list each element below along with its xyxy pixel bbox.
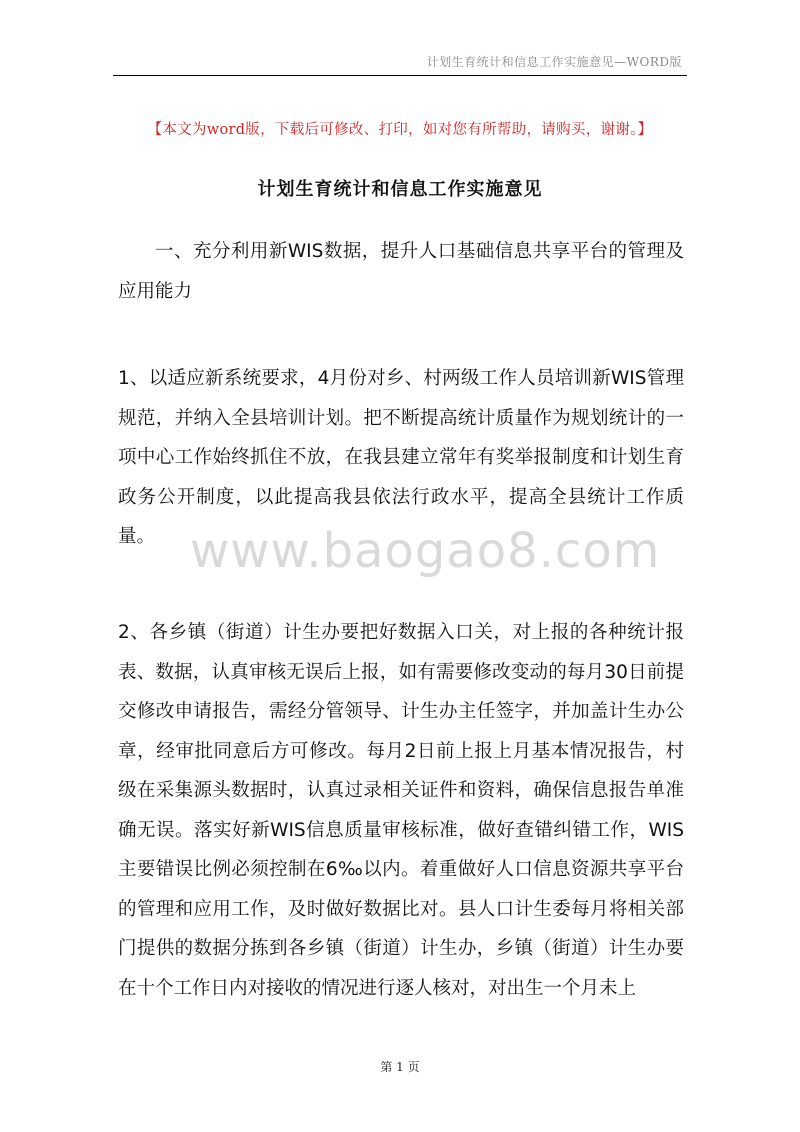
header-divider — [113, 75, 687, 76]
running-header: 计划生育统计和信息工作实施意见—WORD版 — [426, 55, 682, 69]
paragraph-2: 2、各乡镇（街道）计生办要把好数据入口关，对上报的各种统计报表、数据，认真审核无误后上报，如有需要修改变动的每月30日前提交修改申请报告，需经分管领导、计生办主任签字，并加盖计生办公章，经审批同意后方可修改。每月2日前上报上月基本情况报告，村级在采集源头数据时，认真过录相关证件和资料，确保信息报告单准确无误。落实好新WIS信息质量审核标准，做好查错纠错工作，WIS主要错误比例必须控制在6‰以内。着重做好人口信息资源共享平台的管理和应用工作，及时做好数据比对。县人口计生委每月将相关部门提供的数据分拣到各乡镇（街道）计生办，乡镇（街道）计生办要在十个工作日内对接收的情况进行逐人核对，对出生一个月未上 — [118, 622, 684, 999]
document-title: 计划生育统计和信息工作实施意见 — [257, 179, 543, 200]
watermark: www.baogao8.com — [190, 523, 661, 579]
section-heading: 一、充分利用新WIS数据，提升人口基础信息共享平台的管理及应用能力 — [118, 241, 684, 302]
page-number: 第 1 页 — [380, 1060, 420, 1074]
purchase-notice: 【本文为word版，下载后可修改、打印，如对您有所帮助，请购买，谢谢。】 — [147, 122, 653, 138]
paragraph-1: 1、以适应新系统要求，4月份对乡、村两级工作人员培训新WIS管理规范，并纳入全县培训计划。把不断提高统计质量作为规划统计的一项中心工作始终抓住不放，在我县建立常年有奖举报制度和计划生育政务公开制度，以此提高我县依法行政水平，提高全县统计工作质量。 — [118, 368, 684, 547]
